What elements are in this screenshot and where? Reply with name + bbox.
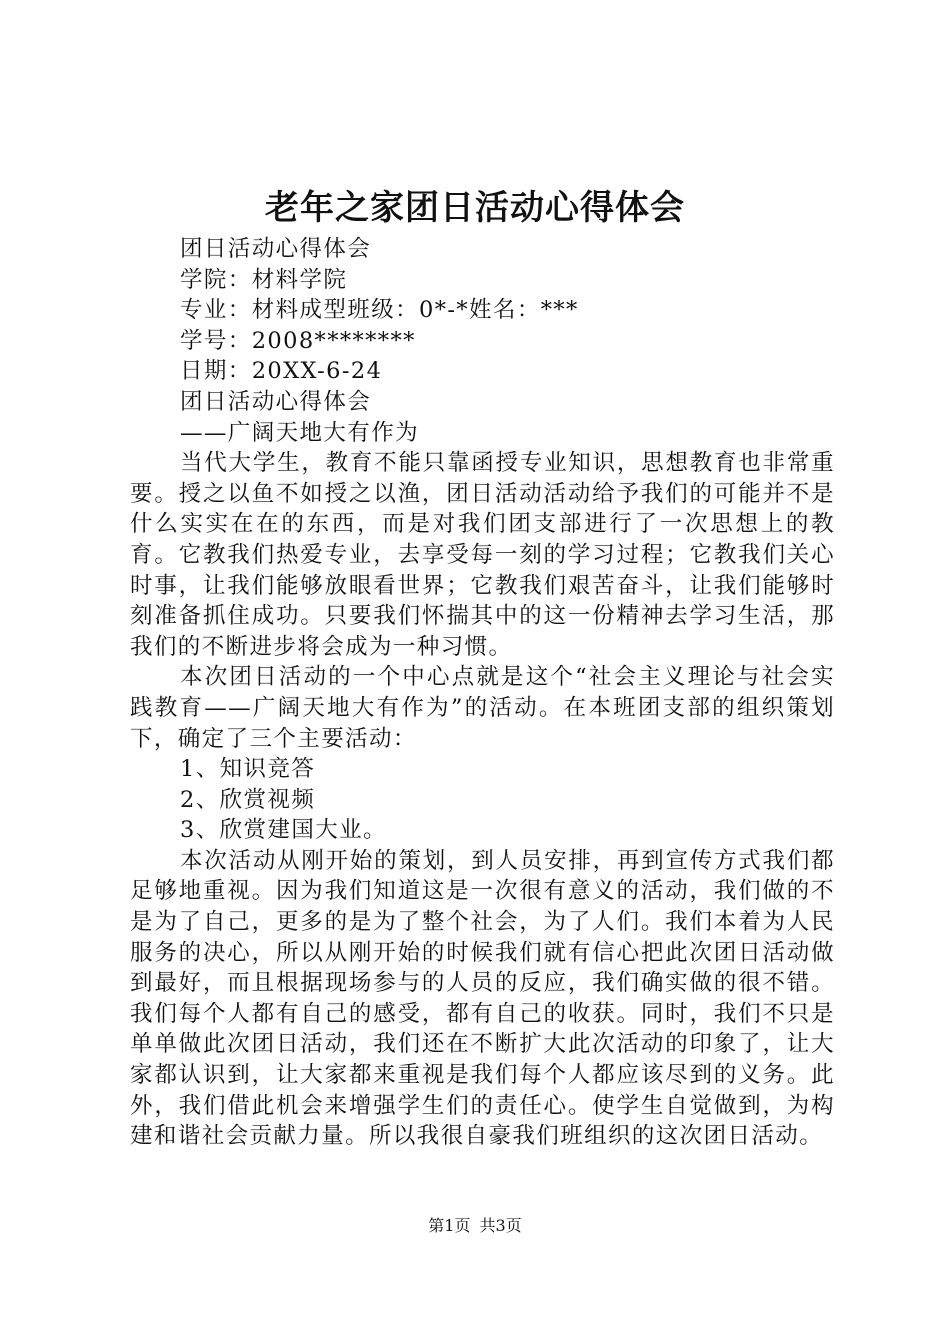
header-line-subtitle: 团日活动心得体会 [180,236,372,262]
list-item: 3、欣赏建国大业。 [180,817,387,844]
paragraph-closing: 本次活动从刚开始的策划，到人员安排，再到宣传方式我们都足够地重视。因为我们知道这是一次很有意义的活动，我们做的不是为了自己，更多的是为了整个社会，为了人们。我们本着为人民服务的决心，所以从刚开始的时候我们就有信心把此次团日活动做到最好，而且根据现场参与的人员的反应，我们确实做的很不错。我们每个人都有自己的感受，都有自己的收获。同时，我们不只是单单做此次团日活动，我们还在不断扩大此次活动的印象了，让大家都认识到，让大家都来重视是我们每个人都应该尽到的义务。此外，我们借此机会来增强学生们的责任心。使学生自觉做到，为构建和谐社会贡献力量。所以我很自豪我们班组织的这次团日活动。 [130,847,835,1150]
paragraph-intro: 当代大学生，教育不能只靠函授专业知识，思想教育也非常重要。授之以鱼不如授之以渔，团日活动活动给予我们的可能并不是什么实实在在的东西，而是对我们团支部进行了一次思想上的教育。它教我们热爱专业，去享受每一刻的学习过程；它教我们关心时事，让我们能够放眼看世界；它教我们艰苦奋斗，让我们能够时刻准备抓住成功。只要我们怀揣其中的这一份精神去学习生活，那我们的不断进步将会成为一种习惯。 [130,450,835,660]
document-body [130,234,835,1152]
list-item: 2、欣赏视频 [180,786,316,813]
list-item: 1、知识竞答 [180,756,316,783]
header-line-college: 学院：材料学院 [180,266,348,293]
document-title: 老年之家团日活动心得体会 [265,188,685,228]
paragraph-activity: 本次团日活动的一个中心点就是这个“社会主义理论与社会实践教育——广阔天地大有作为”的活动。在本班团支部的组织策划下，确定了三个主要活动： [130,664,835,752]
header-line-date: 日期：20XX-6-24 [180,358,383,385]
header-line-major: 专业：材料成型班级：0*-*姓名：*** [180,297,579,324]
header-line-motto: ——广阔天地大有作为 [180,419,420,446]
header-line-student-id: 学号：2008******** [180,327,416,354]
header-line-heading: 团日活动心得体会 [180,388,372,415]
page-footer: 第1页 共3页 [428,1216,522,1235]
